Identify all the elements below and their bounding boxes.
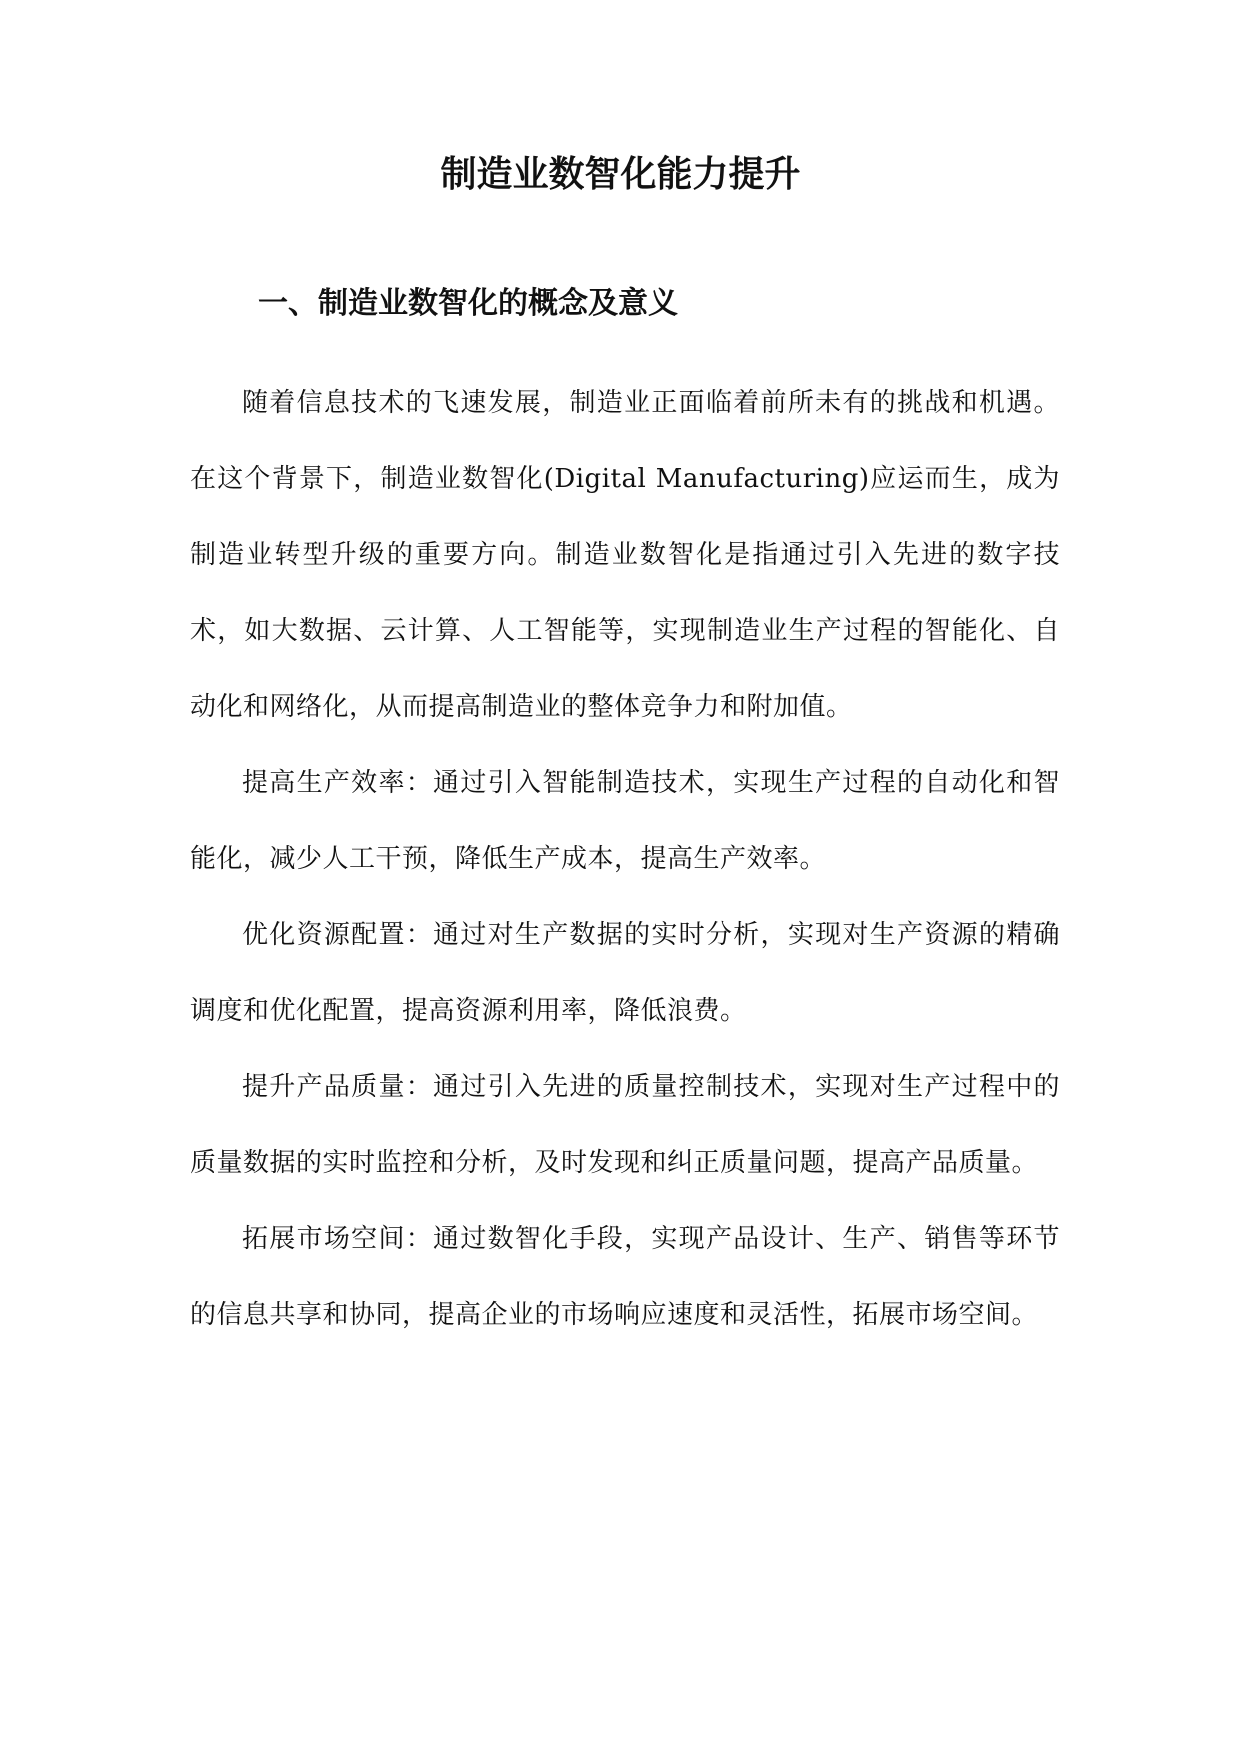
document-body — [190, 365, 1060, 1353]
paragraph-resources: 优化资源配置：通过对生产数据的实时分析，实现对生产资源的精确调度和优化配置，提高资源利用率，降低浪费。 — [190, 920, 1060, 1026]
paragraph-quality: 提升产品质量：通过引入先进的质量控制技术，实现对生产过程中的质量数据的实时监控和分析，及时发现和纠正质量问题，提高产品质量。 — [190, 1072, 1060, 1178]
section-heading: 一、制造业数智化的概念及意义 — [258, 286, 678, 321]
paragraph-market: 拓展市场空间：通过数智化手段，实现产品设计、生产、销售等环节的信息共享和协同，提高企业的市场响应速度和灵活性，拓展市场空间。 — [190, 1224, 1060, 1330]
document-title: 制造业数智化能力提升 — [440, 154, 801, 195]
paragraph-intro: 随着信息技术的飞速发展，制造业正面临着前所未有的挑战和机遇。在这个背景下，制造业数智化(Digital Manufacturing)应运而生，成为制造业转型升级的重要方向。制造业数智化是指通过引入先进的数字技术，如大数据、云计算、人工智能等，实现制造业生产过程的智能化、自动化和网络化，从而提高制造业的整体竞争力和附加值。 — [190, 388, 1060, 722]
paragraph-efficiency: 提高生产效率：通过引入智能制造技术，实现生产过程的自动化和智能化，减少人工干预，降低生产成本，提高生产效率。 — [190, 768, 1060, 874]
